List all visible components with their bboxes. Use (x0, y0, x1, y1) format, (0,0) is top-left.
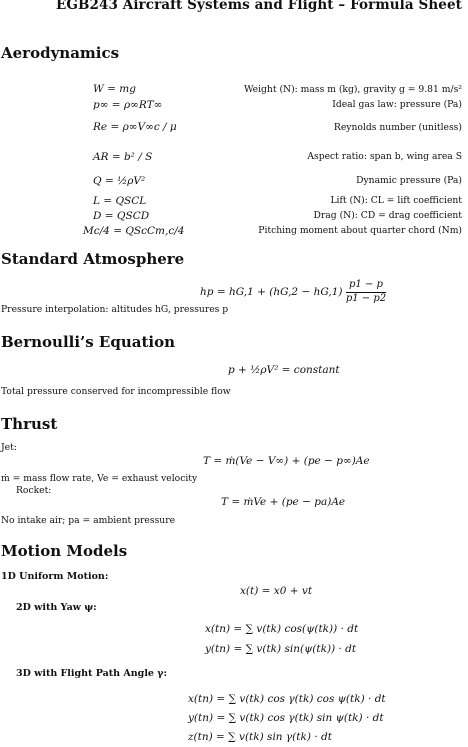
eq-rocket-thrust: T = ṁVe + (pe − pa)Ae (221, 496, 346, 508)
note-jet-thrust: ṁ = mass flow rate, Ve = exhaust velocity (1, 473, 198, 484)
section-heading-aerodynamics: Aerodynamics (1, 44, 120, 62)
label-jet: Jet: (1, 442, 17, 453)
eq-bernoulli: p + ½ρV² = constant (228, 364, 340, 376)
eq-pressure-interpolation-fraction (346, 280, 386, 304)
note-pressure-interpolation: Pressure interpolation: altitudes hG, pressures p (1, 304, 229, 315)
eq-pressure-interpolation-lhs: hp = hG,1 + (hG,2 − hG,1) (200, 286, 343, 298)
desc-pitching-moment: Pitching moment about quarter chord (Nm) (258, 225, 462, 236)
section-heading-thrust: Thrust (1, 415, 58, 433)
desc-drag: Drag (N): CD = drag coefficient (313, 210, 462, 221)
note-bernoulli: Total pressure conserved for incompressible flow (1, 386, 231, 397)
eq-drag: D = QSCD (93, 210, 150, 222)
eq-pitching-moment: Mc/4 = QScCm,c/4 (83, 225, 185, 237)
desc-lift: Lift (N): CL = lift coefficient (330, 195, 462, 206)
subheading-1d-motion: 1D Uniform Motion: (1, 571, 109, 582)
eq-3d-x: x(tn) = ∑ v(tk) cos γ(tk) cos ψ(tk) · dt (188, 693, 386, 705)
eq-pressure-interpolation (200, 280, 386, 304)
eq-2d-y: y(tn) = ∑ v(tk) sin(ψ(tk)) · dt (205, 643, 357, 655)
eq-lift: L = QSCL (93, 195, 147, 207)
section-heading-standard-atmosphere: Standard Atmosphere (1, 250, 185, 268)
eq-jet-thrust: T = ṁ(Ve − V∞) + (pe − p∞)Ae (203, 455, 370, 467)
section-heading-motion-models: Motion Models (1, 542, 128, 560)
section-heading-bernoulli: Bernoulli’s Equation (1, 333, 176, 351)
desc-ideal-gas: Ideal gas law: pressure (Pa) (332, 99, 462, 110)
label-rocket: Rocket: (16, 485, 52, 496)
note-rocket-thrust: No intake air; pa = ambient pressure (1, 515, 176, 526)
page-title: EGB243 Aircraft Systems and Flight – Formula Sheet (55, 0, 462, 13)
desc-aspect-ratio: Aspect ratio: span b, wing area S (307, 151, 462, 162)
fraction-numerator: p1 − p (346, 280, 386, 293)
eq-1d-motion: x(t) = x0 + vt (240, 585, 313, 597)
eq-3d-y: y(tn) = ∑ v(tk) cos γ(tk) sin ψ(tk) · dt (188, 712, 384, 724)
subheading-2d-yaw: 2D with Yaw ψ: (16, 602, 97, 613)
desc-reynolds: Reynolds number (unitless) (333, 122, 462, 133)
eq-ideal-gas: p∞ = ρ∞RT∞ (93, 99, 163, 111)
subheading-3d-flight-path: 3D with Flight Path Angle γ: (16, 668, 168, 679)
eq-aspect-ratio: AR = b² / S (93, 151, 153, 163)
eq-2d-x: x(tn) = ∑ v(tk) cos(ψ(tk)) · dt (205, 623, 359, 635)
eq-reynolds: Re = ρ∞V∞c / μ (93, 121, 177, 133)
eq-weight: W = mg (93, 83, 136, 95)
eq-3d-z: z(tn) = ∑ v(tk) sin γ(tk) · dt (188, 731, 332, 743)
desc-weight: Weight (N): mass m (kg), gravity g = 9.81 m/s² (243, 84, 462, 95)
fraction-denominator: p1 − p2 (345, 292, 387, 304)
desc-dynamic-pressure: Dynamic pressure (Pa) (356, 175, 462, 186)
eq-dynamic-pressure: Q = ½ρV² (93, 175, 146, 187)
